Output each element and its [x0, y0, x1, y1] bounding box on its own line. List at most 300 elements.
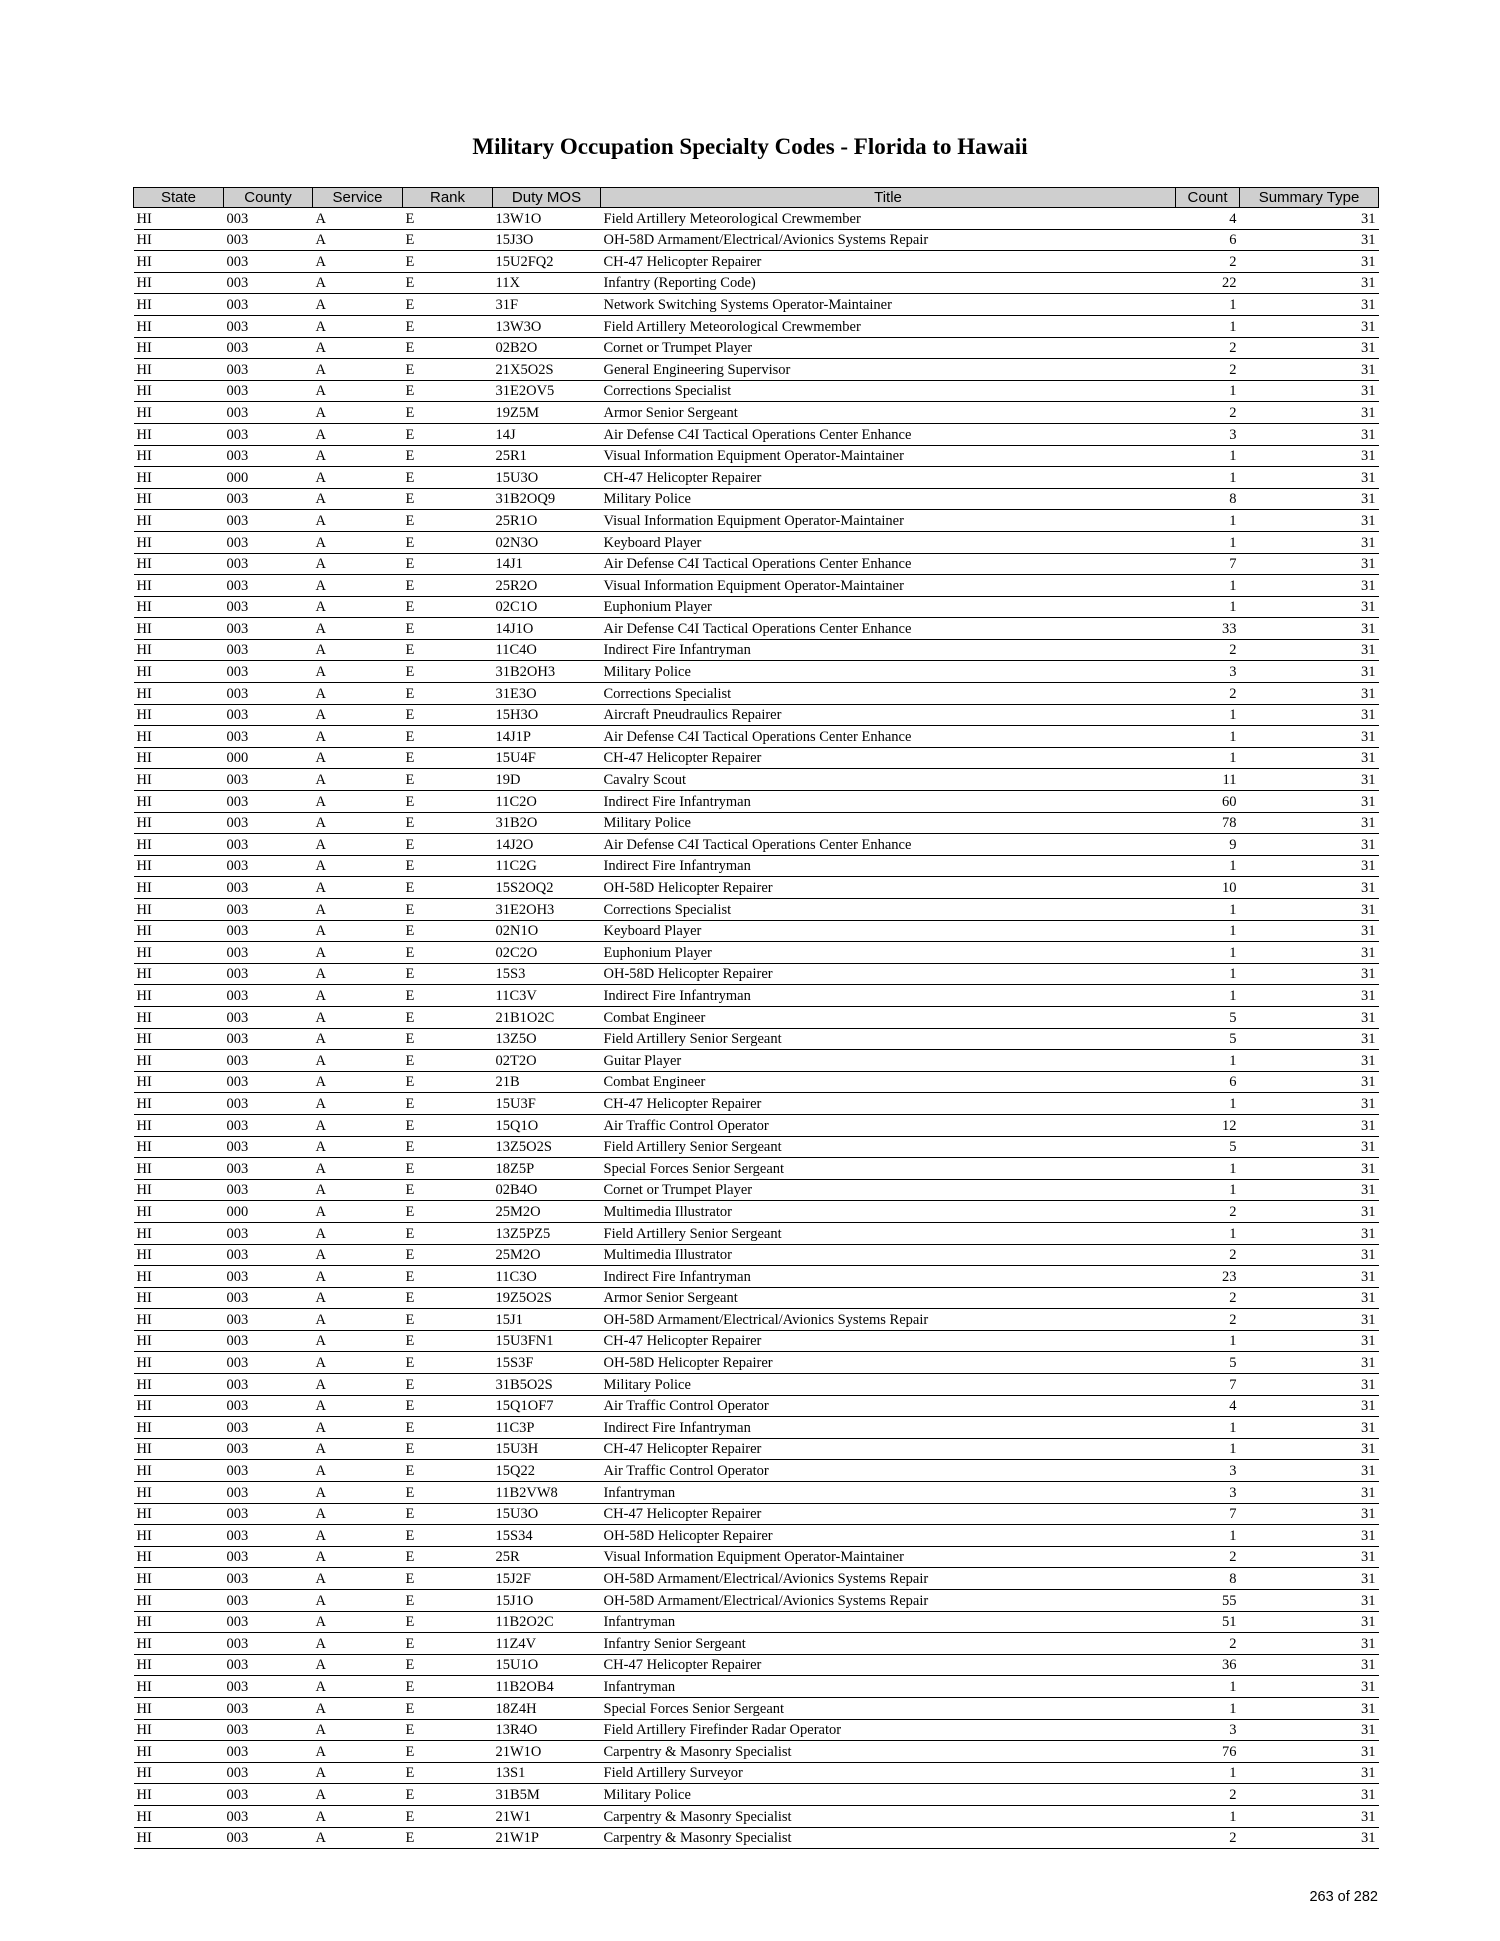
table-row	[134, 877, 1379, 899]
cell-service: A	[313, 1633, 403, 1655]
cell-state: HI	[134, 1093, 224, 1115]
cell-title: Visual Information Equipment Operator-Maintainer	[601, 575, 1176, 597]
cell-state: HI	[134, 251, 224, 273]
cell-duty-mos: 13W3O	[493, 315, 601, 337]
cell-summary-type: 31	[1240, 208, 1379, 230]
cell-title: Air Defense C4I Tactical Operations Center Enhance	[601, 726, 1176, 748]
table-row	[134, 920, 1379, 942]
column-header-summary-type: Summary Type	[1240, 188, 1379, 208]
cell-service: A	[313, 1676, 403, 1698]
cell-summary-type: 31	[1240, 1287, 1379, 1309]
cell-county: 000	[224, 1201, 313, 1223]
table-row	[134, 1762, 1379, 1784]
table-row	[134, 1654, 1379, 1676]
cell-service: A	[313, 1417, 403, 1439]
cell-state: HI	[134, 1309, 224, 1331]
cell-rank: E	[403, 1827, 493, 1849]
cell-title: Military Police	[601, 488, 1176, 510]
cell-title: Cornet or Trumpet Player	[601, 337, 1176, 359]
cell-title: Special Forces Senior Sergeant	[601, 1158, 1176, 1180]
cell-county: 003	[224, 639, 313, 661]
cell-title: Indirect Fire Infantryman	[601, 1417, 1176, 1439]
cell-state: HI	[134, 769, 224, 791]
table-row	[134, 1805, 1379, 1827]
cell-duty-mos: 02N1O	[493, 920, 601, 942]
cell-state: HI	[134, 1805, 224, 1827]
cell-rank: E	[403, 1395, 493, 1417]
table-row	[134, 1374, 1379, 1396]
cell-rank: E	[403, 1093, 493, 1115]
cell-title: OH-58D Armament/Electrical/Avionics Systems Repair	[601, 1309, 1176, 1331]
cell-service: A	[313, 1611, 403, 1633]
cell-rank: E	[403, 1482, 493, 1504]
table-row	[134, 899, 1379, 921]
cell-count: 1	[1176, 1762, 1240, 1784]
cell-count: 2	[1176, 402, 1240, 424]
cell-service: A	[313, 1050, 403, 1072]
cell-service: A	[313, 272, 403, 294]
cell-state: HI	[134, 380, 224, 402]
cell-service: A	[313, 1503, 403, 1525]
cell-county: 003	[224, 596, 313, 618]
cell-title: Air Defense C4I Tactical Operations Center Enhance	[601, 423, 1176, 445]
cell-summary-type: 31	[1240, 1654, 1379, 1676]
column-header-rank: Rank	[403, 188, 493, 208]
cell-county: 003	[224, 1568, 313, 1590]
cell-duty-mos: 11B2OB4	[493, 1676, 601, 1698]
cell-service: A	[313, 294, 403, 316]
cell-service: A	[313, 229, 403, 251]
cell-duty-mos: 14J	[493, 423, 601, 445]
cell-state: HI	[134, 1438, 224, 1460]
cell-count: 1	[1176, 1417, 1240, 1439]
cell-duty-mos: 15U3F	[493, 1093, 601, 1115]
cell-rank: E	[403, 1546, 493, 1568]
cell-county: 003	[224, 1805, 313, 1827]
cell-count: 1	[1176, 1050, 1240, 1072]
cell-duty-mos: 11C3P	[493, 1417, 601, 1439]
cell-count: 4	[1176, 1395, 1240, 1417]
table-row	[134, 1266, 1379, 1288]
cell-summary-type: 31	[1240, 1762, 1379, 1784]
cell-service: A	[313, 1244, 403, 1266]
cell-count: 1	[1176, 855, 1240, 877]
cell-summary-type: 31	[1240, 1309, 1379, 1331]
table-row	[134, 510, 1379, 532]
cell-summary-type: 31	[1240, 1352, 1379, 1374]
cell-service: A	[313, 1028, 403, 1050]
cell-service: A	[313, 1654, 403, 1676]
cell-summary-type: 31	[1240, 596, 1379, 618]
cell-duty-mos: 15Q22	[493, 1460, 601, 1482]
cell-service: A	[313, 1697, 403, 1719]
cell-rank: E	[403, 1503, 493, 1525]
cell-rank: E	[403, 834, 493, 856]
cell-state: HI	[134, 1222, 224, 1244]
cell-state: HI	[134, 704, 224, 726]
cell-rank: E	[403, 1568, 493, 1590]
cell-duty-mos: 31B5M	[493, 1784, 601, 1806]
cell-rank: E	[403, 337, 493, 359]
cell-summary-type: 31	[1240, 575, 1379, 597]
table-row	[134, 1395, 1379, 1417]
table-row	[134, 791, 1379, 813]
table-row	[134, 812, 1379, 834]
cell-duty-mos: 31B2OH3	[493, 661, 601, 683]
cell-title: Multimedia Illustrator	[601, 1201, 1176, 1223]
table-row	[134, 380, 1379, 402]
table-row	[134, 1482, 1379, 1504]
cell-title: CH-47 Helicopter Repairer	[601, 251, 1176, 273]
cell-summary-type: 31	[1240, 747, 1379, 769]
cell-county: 003	[224, 337, 313, 359]
cell-count: 2	[1176, 1546, 1240, 1568]
cell-count: 7	[1176, 1503, 1240, 1525]
cell-summary-type: 31	[1240, 1719, 1379, 1741]
cell-state: HI	[134, 1006, 224, 1028]
cell-title: Infantryman	[601, 1676, 1176, 1698]
cell-county: 003	[224, 1266, 313, 1288]
cell-count: 1	[1176, 1330, 1240, 1352]
cell-duty-mos: 14J1P	[493, 726, 601, 748]
cell-count: 3	[1176, 1482, 1240, 1504]
table-row	[134, 1784, 1379, 1806]
cell-count: 1	[1176, 1093, 1240, 1115]
cell-state: HI	[134, 1697, 224, 1719]
table-row	[134, 1697, 1379, 1719]
cell-summary-type: 31	[1240, 488, 1379, 510]
cell-summary-type: 31	[1240, 985, 1379, 1007]
cell-summary-type: 31	[1240, 661, 1379, 683]
cell-county: 003	[224, 985, 313, 1007]
table-row	[134, 1460, 1379, 1482]
cell-rank: E	[403, 359, 493, 381]
cell-duty-mos: 15U4F	[493, 747, 601, 769]
cell-service: A	[313, 1784, 403, 1806]
cell-duty-mos: 15U3O	[493, 1503, 601, 1525]
cell-summary-type: 31	[1240, 1006, 1379, 1028]
cell-county: 003	[224, 575, 313, 597]
table-row	[134, 963, 1379, 985]
cell-county: 003	[224, 531, 313, 553]
cell-service: A	[313, 1266, 403, 1288]
table-row	[134, 315, 1379, 337]
cell-county: 003	[224, 402, 313, 424]
cell-count: 2	[1176, 1287, 1240, 1309]
cell-state: HI	[134, 1374, 224, 1396]
table-row	[134, 1546, 1379, 1568]
cell-service: A	[313, 1525, 403, 1547]
cell-duty-mos: 31E3O	[493, 683, 601, 705]
cell-title: Field Artillery Firefinder Radar Operator	[601, 1719, 1176, 1741]
cell-rank: E	[403, 1158, 493, 1180]
table-row	[134, 445, 1379, 467]
cell-county: 003	[224, 1654, 313, 1676]
cell-rank: E	[403, 1266, 493, 1288]
cell-count: 36	[1176, 1654, 1240, 1676]
cell-title: Special Forces Senior Sergeant	[601, 1697, 1176, 1719]
cell-state: HI	[134, 337, 224, 359]
cell-service: A	[313, 618, 403, 640]
cell-summary-type: 31	[1240, 726, 1379, 748]
cell-title: Military Police	[601, 812, 1176, 834]
cell-summary-type: 31	[1240, 899, 1379, 921]
cell-count: 1	[1176, 726, 1240, 748]
table-row	[134, 402, 1379, 424]
cell-duty-mos: 15J1	[493, 1309, 601, 1331]
cell-duty-mos: 15S3F	[493, 1352, 601, 1374]
table-row	[134, 661, 1379, 683]
cell-service: A	[313, 337, 403, 359]
table-row	[134, 359, 1379, 381]
cell-rank: E	[403, 467, 493, 489]
cell-title: Indirect Fire Infantryman	[601, 855, 1176, 877]
cell-rank: E	[403, 1697, 493, 1719]
column-header-state: State	[134, 188, 224, 208]
cell-state: HI	[134, 510, 224, 532]
cell-title: CH-47 Helicopter Repairer	[601, 1438, 1176, 1460]
cell-county: 003	[224, 1611, 313, 1633]
cell-title: Cavalry Scout	[601, 769, 1176, 791]
cell-county: 003	[224, 1050, 313, 1072]
cell-rank: E	[403, 1741, 493, 1763]
cell-state: HI	[134, 877, 224, 899]
cell-count: 1	[1176, 294, 1240, 316]
cell-duty-mos: 31F	[493, 294, 601, 316]
cell-service: A	[313, 704, 403, 726]
table-row	[134, 1158, 1379, 1180]
table-row	[134, 1352, 1379, 1374]
cell-state: HI	[134, 596, 224, 618]
table-row	[134, 294, 1379, 316]
cell-state: HI	[134, 1719, 224, 1741]
cell-service: A	[313, 1460, 403, 1482]
cell-summary-type: 31	[1240, 272, 1379, 294]
cell-title: OH-58D Helicopter Repairer	[601, 1352, 1176, 1374]
table-row	[134, 704, 1379, 726]
cell-service: A	[313, 1114, 403, 1136]
table-row	[134, 1330, 1379, 1352]
cell-count: 1	[1176, 531, 1240, 553]
cell-title: CH-47 Helicopter Repairer	[601, 1654, 1176, 1676]
cell-count: 7	[1176, 1374, 1240, 1396]
cell-state: HI	[134, 639, 224, 661]
cell-state: HI	[134, 1266, 224, 1288]
cell-title: Combat Engineer	[601, 1006, 1176, 1028]
cell-county: 003	[224, 510, 313, 532]
cell-title: Air Defense C4I Tactical Operations Center Enhance	[601, 834, 1176, 856]
cell-state: HI	[134, 1568, 224, 1590]
cell-state: HI	[134, 445, 224, 467]
cell-state: HI	[134, 1114, 224, 1136]
cell-rank: E	[403, 726, 493, 748]
cell-state: HI	[134, 899, 224, 921]
cell-service: A	[313, 855, 403, 877]
cell-state: HI	[134, 1028, 224, 1050]
cell-summary-type: 31	[1240, 1697, 1379, 1719]
cell-duty-mos: 31E2OV5	[493, 380, 601, 402]
cell-county: 003	[224, 1546, 313, 1568]
cell-rank: E	[403, 1028, 493, 1050]
cell-county: 003	[224, 1352, 313, 1374]
cell-duty-mos: 25R1O	[493, 510, 601, 532]
cell-title: OH-58D Armament/Electrical/Avionics Systems Repair	[601, 229, 1176, 251]
cell-count: 2	[1176, 251, 1240, 273]
table-row	[134, 1114, 1379, 1136]
cell-rank: E	[403, 380, 493, 402]
cell-state: HI	[134, 1741, 224, 1763]
cell-title: Keyboard Player	[601, 531, 1176, 553]
cell-count: 3	[1176, 1460, 1240, 1482]
cell-summary-type: 31	[1240, 1676, 1379, 1698]
cell-summary-type: 31	[1240, 315, 1379, 337]
cell-state: HI	[134, 575, 224, 597]
cell-service: A	[313, 963, 403, 985]
cell-duty-mos: 15S34	[493, 1525, 601, 1547]
cell-summary-type: 31	[1240, 1222, 1379, 1244]
cell-summary-type: 31	[1240, 1784, 1379, 1806]
cell-summary-type: 31	[1240, 423, 1379, 445]
cell-title: Air Defense C4I Tactical Operations Center Enhance	[601, 618, 1176, 640]
table-row	[134, 553, 1379, 575]
cell-state: HI	[134, 423, 224, 445]
cell-county: 003	[224, 812, 313, 834]
cell-summary-type: 31	[1240, 855, 1379, 877]
cell-rank: E	[403, 1525, 493, 1547]
cell-rank: E	[403, 1114, 493, 1136]
cell-rank: E	[403, 639, 493, 661]
cell-service: A	[313, 1568, 403, 1590]
cell-service: A	[313, 812, 403, 834]
cell-county: 003	[224, 1417, 313, 1439]
cell-service: A	[313, 942, 403, 964]
cell-state: HI	[134, 467, 224, 489]
cell-duty-mos: 11X	[493, 272, 601, 294]
cell-county: 003	[224, 1697, 313, 1719]
cell-count: 22	[1176, 272, 1240, 294]
cell-summary-type: 31	[1240, 1158, 1379, 1180]
cell-rank: E	[403, 402, 493, 424]
cell-summary-type: 31	[1240, 1330, 1379, 1352]
cell-rank: E	[403, 445, 493, 467]
cell-state: HI	[134, 618, 224, 640]
cell-service: A	[313, 315, 403, 337]
table-row	[134, 726, 1379, 748]
cell-title: Indirect Fire Infantryman	[601, 791, 1176, 813]
cell-rank: E	[403, 1309, 493, 1331]
cell-title: Military Police	[601, 1784, 1176, 1806]
cell-count: 3	[1176, 1719, 1240, 1741]
cell-duty-mos: 13Z5O2S	[493, 1136, 601, 1158]
cell-duty-mos: 19Z5O2S	[493, 1287, 601, 1309]
cell-duty-mos: 21W1O	[493, 1741, 601, 1763]
cell-count: 5	[1176, 1136, 1240, 1158]
table-row	[134, 985, 1379, 1007]
cell-title: Cornet or Trumpet Player	[601, 1179, 1176, 1201]
cell-duty-mos: 21W1P	[493, 1827, 601, 1849]
cell-state: HI	[134, 208, 224, 230]
table-row	[134, 683, 1379, 705]
cell-count: 1	[1176, 704, 1240, 726]
table-row	[134, 1201, 1379, 1223]
cell-county: 003	[224, 618, 313, 640]
cell-county: 003	[224, 791, 313, 813]
cell-county: 003	[224, 380, 313, 402]
cell-title: Visual Information Equipment Operator-Maintainer	[601, 1546, 1176, 1568]
cell-county: 003	[224, 899, 313, 921]
cell-title: Carpentry & Masonry Specialist	[601, 1827, 1176, 1849]
cell-summary-type: 31	[1240, 1395, 1379, 1417]
cell-rank: E	[403, 812, 493, 834]
cell-county: 000	[224, 467, 313, 489]
cell-title: Armor Senior Sergeant	[601, 402, 1176, 424]
cell-county: 003	[224, 1762, 313, 1784]
table-row	[134, 337, 1379, 359]
cell-county: 003	[224, 726, 313, 748]
cell-state: HI	[134, 229, 224, 251]
cell-state: HI	[134, 1654, 224, 1676]
cell-state: HI	[134, 1050, 224, 1072]
table-row	[134, 1568, 1379, 1590]
cell-title: Infantryman	[601, 1482, 1176, 1504]
cell-state: HI	[134, 1827, 224, 1849]
cell-county: 003	[224, 1676, 313, 1698]
cell-duty-mos: 15U3H	[493, 1438, 601, 1460]
cell-count: 1	[1176, 1438, 1240, 1460]
cell-state: HI	[134, 1784, 224, 1806]
page-number: 263 of 282	[1309, 1889, 1378, 1905]
cell-duty-mos: 13Z5O	[493, 1028, 601, 1050]
cell-service: A	[313, 1287, 403, 1309]
cell-county: 003	[224, 1114, 313, 1136]
cell-service: A	[313, 445, 403, 467]
cell-duty-mos: 15J2F	[493, 1568, 601, 1590]
cell-state: HI	[134, 1179, 224, 1201]
cell-service: A	[313, 1719, 403, 1741]
cell-title: Multimedia Illustrator	[601, 1244, 1176, 1266]
cell-count: 8	[1176, 1568, 1240, 1590]
cell-summary-type: 31	[1240, 704, 1379, 726]
table-row	[134, 1244, 1379, 1266]
table-row	[134, 531, 1379, 553]
table-row	[134, 1071, 1379, 1093]
cell-title: CH-47 Helicopter Repairer	[601, 747, 1176, 769]
cell-county: 003	[224, 1093, 313, 1115]
table-row	[134, 618, 1379, 640]
cell-count: 51	[1176, 1611, 1240, 1633]
cell-service: A	[313, 661, 403, 683]
cell-duty-mos: 21B	[493, 1071, 601, 1093]
cell-count: 1	[1176, 920, 1240, 942]
cell-service: A	[313, 531, 403, 553]
table-row	[134, 1309, 1379, 1331]
cell-duty-mos: 25R1	[493, 445, 601, 467]
cell-rank: E	[403, 510, 493, 532]
cell-rank: E	[403, 1676, 493, 1698]
cell-state: HI	[134, 791, 224, 813]
cell-state: HI	[134, 726, 224, 748]
cell-county: 003	[224, 661, 313, 683]
cell-summary-type: 31	[1240, 294, 1379, 316]
cell-rank: E	[403, 1050, 493, 1072]
cell-summary-type: 31	[1240, 1114, 1379, 1136]
cell-rank: E	[403, 683, 493, 705]
cell-summary-type: 31	[1240, 1266, 1379, 1288]
table-row	[134, 1525, 1379, 1547]
cell-rank: E	[403, 531, 493, 553]
cell-county: 003	[224, 1525, 313, 1547]
cell-title: Military Police	[601, 661, 1176, 683]
